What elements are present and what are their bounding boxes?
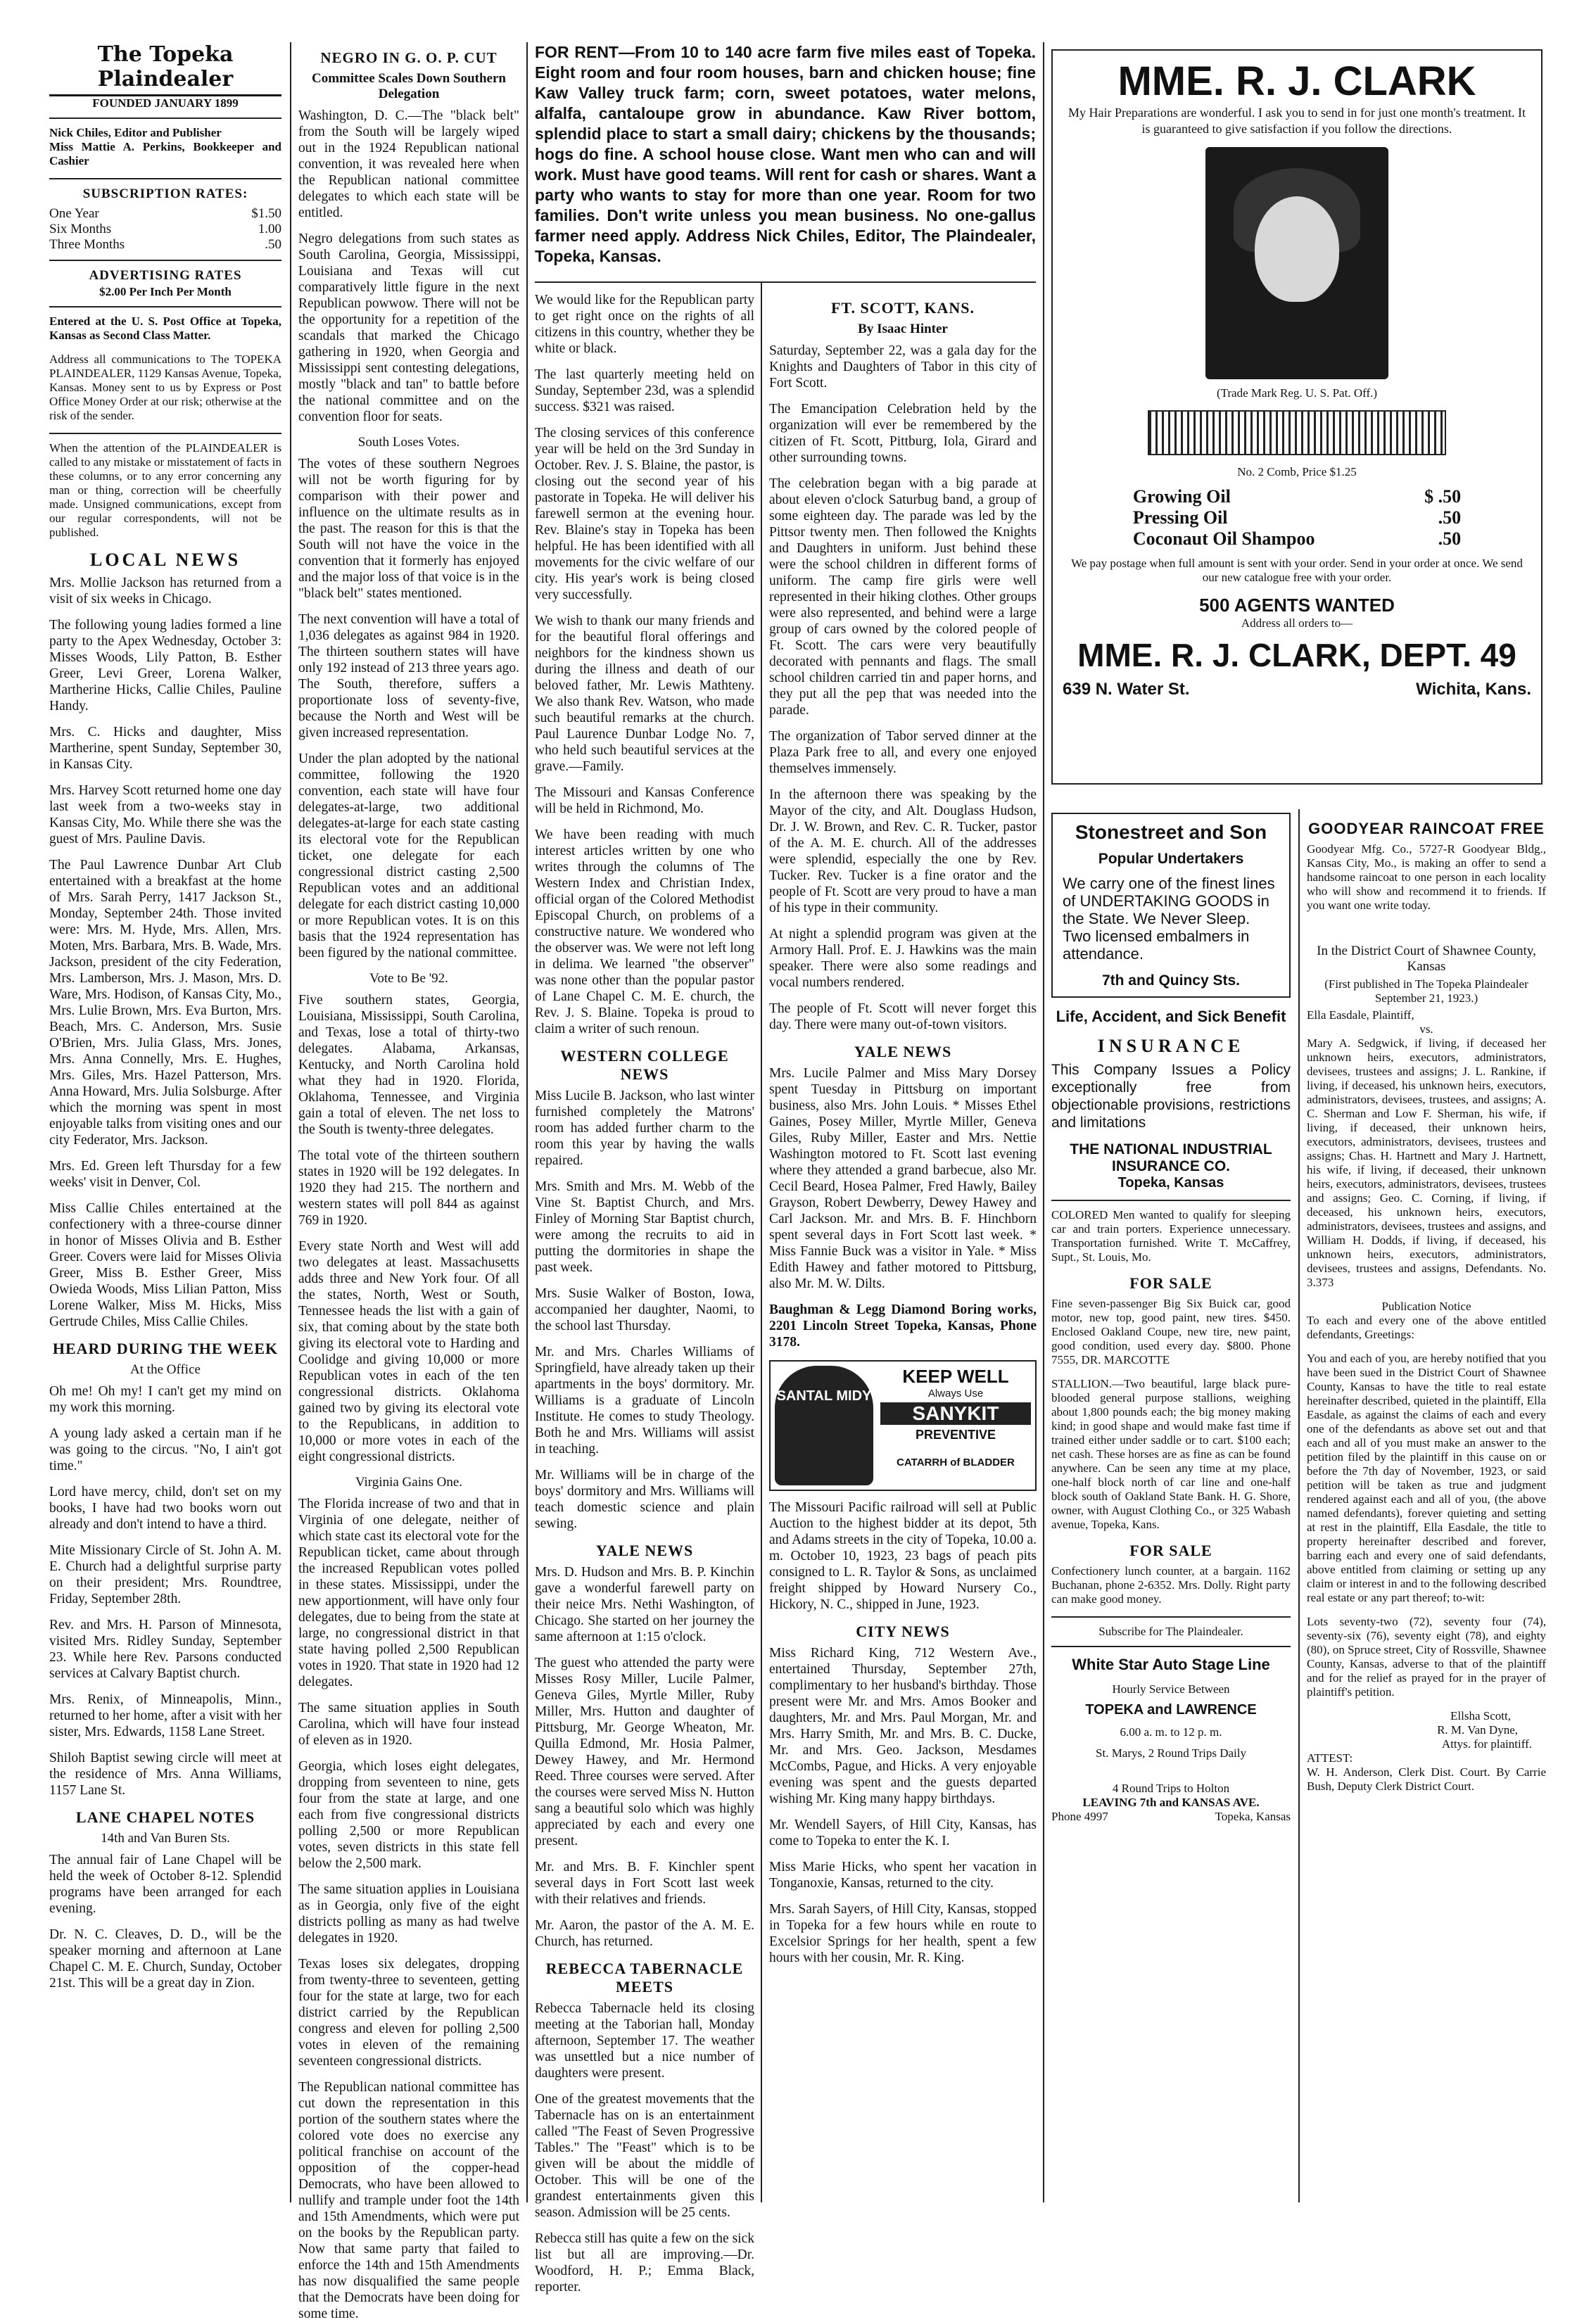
article-paragraph: Georgia, which loses eight delegates, dropping from seventeen to nine, gets four from the state at large, and one each from five congressional districts polling 2,500 or more Republican votes, seven districts in this state fell below the 2,500 mark.: [298, 1759, 519, 1871]
article-paragraph: Every state North and West will add two delegates at least. Massachusetts adds three and New York four. Of all the states, North, West or South, Tennessee heads the list with a gain of six, that coming about by the state both giving its electoral vote to Harding and Coolidge and giving 10,000 or more Republican votes in each of the ten congressional districts. Oklahoma gained two by giving its electoral vote to the Republicans, in addition to 10,000 or more votes in each of the eight congressional districts.: [298, 1239, 519, 1464]
santal-bottle: SANTAL MIDY: [775, 1366, 873, 1485]
news-item: The guest who attended the party were Misses Rosy Miller, Lucile Palmer, Geneva Giles, Myrtle Miller, Ruby Miller, Mrs. Hutton and daughter of Pittsburg, Mr. George Wheaton, Mr. Quilla Edmond, Mr. Hosia Palmer, Dewey Hawey, and Mr. Hermond Reed. Three courses were served. After the courses were served Miss N. Hutton sang a beautiful solo which was highly appreciated by each and every one present.: [535, 1656, 754, 1848]
article-paragraph: Five southern states, Georgia, Louisiana, Mississippi, South Carolina, and Texas, lose a total of thirty-two delegates. Alabama, Arkansas, Kentucky, and North Carolina hold what they had in 1920. Florida, Oklahoma, Tennessee, and Virginia gain a total of eleven. The net loss to the South is twenty-three delegates.: [298, 993, 519, 1137]
news-item: The people of Ft. Scott will never forget this day. There were many out-of-town visitors.: [769, 1001, 1037, 1032]
news-item: The celebration began with a big parade at about eleven o'clock Saturbug band, a group of some eighteen day. The parade was led by the Pittsor twenty men. Then followed the Knights and Daughters in uniform. Just behind these were the school children in different forms of uniform. The camp fire girls were well represented in their hiking clothes. Other groups were also represented, and behind were a large group of cars owned by the colored people of Ft. Scott. The cars were very beautifully decorated with pennants and flags. The small school children carried tin and paper horns, and they put all the pep that was needed into the parade.: [769, 476, 1037, 718]
stage-line-title: White Star Auto Stage Line: [1072, 1656, 1270, 1673]
for-sale-heading: FOR SALE: [1129, 1542, 1212, 1559]
news-item: In the afternoon there was speaking by the Mayor of the city, and Alt. Douglass Hudson, Dr. J. W. Brown, and Rev. C. R. Tucker, pastor of the A. M. E. church. All of the addresses were splendid, especially the one by Rev. Tucker. Rev. Tucker is a fine orator and the people of Ft. Scott are very proud to have a man of his type in their community.: [769, 787, 1037, 915]
column-5: Stonestreet and Son Popular Undertakers We carry one of the finest lines of UNDERTAKING GOODS in the State. We Never Sleep. Two licensed embalmers in attendance. 7th and Quincy Sts. Life, Accident, and Sick Benefit INSURANCE This Company Issues a Policy exceptionally free from objectionable provisions, restrictions and limitations THE NATIONAL INDUSTRIAL INSURANCE CO. Topeka, Kansas COLORED Men wanted to qualify for sleeping car and train porters. Experience unnecessary. Transportation furnished. Write T. McCaffrey, Supt., St. Louis, Mo. FOR SALE Fine seven-passenger Big Six Buick car, good motor, new top, good paint, new tires. $450. Enclosed Oakland Coupe, new tire, new paint, good condition, used every day. $800. Phone 7555, DR. MARCOTTE STALLION.—Two beautiful, large black pure-blooded general purpose stallions, weighing about 1,800 pounds each; the big money making kind; in good shape and would make fast time if trained either under saddle or to cart. $100 each; net cash. These horses are as fine as can be found anywhere. Can be seen any time at my place, one-half block north of car line and one-half block south of Oakland State Bank. H. G. Shore, owner, with August Clothing Co., or 325 Wabash avenue, Topeka, Kans. FOR SALE Confectionery lunch counter, at a bargain. 1162 Buchanan, phone 2-6352. Mrs. Dolly. Right party can make good money. Subscribe for The Plaindealer. White Star Auto Stage Line Hourly Service Between TOPEKA and LAWRENCE 6.00 a. m. to 12 p. m. St. Marys, 2 Round Trips Daily 4 Round Trips to Holton LEAVING 7th and KANSAS AVE. Phone 4997 Topeka, Kansas: [1051, 813, 1291, 2202]
column-rule: [1043, 42, 1044, 2202]
court-heading: In the District Court of Shawnee County, Kansas: [1317, 944, 1536, 974]
news-item: Mrs. C. Hicks and daughter, Miss Martherine, spent Sunday, September 30, in Kansas City.: [49, 725, 281, 772]
news-item: Lord have mercy, child, don't set on my books, I have had two books worn out already and don't intend to have a third.: [49, 1485, 281, 1532]
local-news-heading: LOCAL NEWS: [89, 550, 241, 570]
article-headline: NEGRO IN G. O. P. CUT: [320, 49, 498, 66]
advertising-rate: $2.00 Per Inch Per Month: [99, 285, 232, 298]
news-item: Miss Richard King, 712 Western Ave., entertained Thursday, September 27th, complimentary to her husband's birthday. Those present were Mr. and Mrs. Amos Booker and daughters, Mr. and Mrs. Paul Morgan, Mr. and Mrs. Harry Smith, Mr. and Mrs. B. C. Ducke, Mr. and Mrs. Geo. Jackson, Mesdames McCombs, Pague, and Hicks. A very enjoyable evening was spent and the guests departed wishing Mr. King many happy birthdays.: [769, 1646, 1037, 1806]
news-item: Mr. and Mrs. B. F. Kinchler spent several days in Fort Scott last week with their relatives and friends.: [535, 1860, 754, 1907]
news-item: A young lady asked a certain man if he was going to the circus. "No, I ain't got time.": [49, 1426, 281, 1473]
sanykit-logo: SANYKIT: [880, 1402, 1031, 1425]
news-item: Rebecca Tabernacle held its closing meeting at the Taborian hall, Monday afternoon, September 17. The weather was unsettled but a nice number of daughters were present.: [535, 2001, 754, 2081]
correction-notice: When the attention of the PLAINDEALER is called to any mistake or misstatement of facts in these columns, or to any error concerning any man or thing, correction will be cheerfully made. Unsigned communications, except from our regular correspondents, will not be published.: [49, 441, 281, 539]
news-item: One of the greatest movements that the Tabernacle has on is an entertainment called "The Feast of Seven Progressive Tables." The "Feast" which is to be given will be about the middle of October. This will be one of the grandest entertainments given this season. Admission will be 25 cents.: [535, 2092, 754, 2220]
news-item: The Missouri and Kansas Conference will be held in Richmond, Mo.: [535, 785, 754, 816]
column-4: [769, 292, 1037, 2202]
lane-chapel-heading: LANE CHAPEL NOTES: [75, 1808, 255, 1826]
article-subhead: Vote to Be '92.: [369, 971, 448, 986]
founded-line: FOUNDED JANUARY 1899: [92, 96, 239, 110]
news-item: Shiloh Baptist sewing circle will meet at the residence of Mrs. Anna Williams, 1157 Lane St.: [49, 1751, 281, 1798]
address-notice: Address all communications to The TOPEKA PLAINDEALER, 1129 Kansas Avenue, Topeka, Kansas. Money sent to us by Express or Post Office Money Order at our risk; otherwise at the risk of the sender.: [49, 353, 281, 422]
rebecca-heading: REBECCA TABERNACLE MEETS: [545, 1960, 744, 1996]
article-paragraph: The same situation applies in Louisiana as in Georgia, only five of the eight districts polling as many as had twelve delegates in 1920.: [298, 1882, 519, 1946]
staff-line: Miss Mattie A. Perkins, Bookkeeper and Cashier: [49, 140, 281, 167]
for-rent-text: FOR RENT—From 10 to 140 acre farm five miles east of Topeka. Eight room and four room houses, barn and chicken house; fine Kaw Valley truck farm; corn, sweet potatoes, water melons, alfalfa, cantaloupe grow in abundance. Kaw River bottom, splendid place to start a small dairy; chickens by the thousands; hogs do fine. A school house close. Want men who can and will work. Must have good teams. Will rent for cash or shares. Want a party who wants to stay for more than one year. Room for two families. Don't write unless you mean business. No one-gallus farmer need apply. Address Nick Chiles, Editor, The Plaindealer, Topeka, Kansas.: [535, 43, 1036, 265]
article-paragraph: Texas loses six delegates, dropping from twenty-three to seventeen, getting four for the state at large, two for each district carried by the Republican congress and eleven for polling 2,500 votes in eleven of the remaining seventeen congressional districts.: [298, 1957, 519, 2069]
news-item: Mrs. Lucile Palmer and Miss Mary Dorsey spent Tuesday in Pittsburg on important business, also Mrs. John Louis. * Misses Ethel Gaines, Posey Miller, Myrtle Miller, Geneva Giles, Ruby Miller, Easter and Mrs. Nettie Washington motored to Ft. Scott last evening where they attended a grand barbecue, also Mr. Cecil Beard, Hosea Palmer, Fred Hawly, Bailey Grayson, Robert Dewberry, Dewey Hawey and Carl Jackson. Mr. and Mrs. B. F. Hinchborn spent several days in Fort Scott last week. * Miss Fannie Buck was a visitor in Yale. * Miss Edith Hawey and father motored to Pittsburg, also Mr. M. W. Dilts.: [769, 1066, 1037, 1291]
news-item: The organization of Tabor served dinner at the Plaza Park free to all, and every one enjoyed themselves immensely.: [769, 729, 1037, 776]
column-rule: [1298, 809, 1300, 2202]
news-item: Mrs. Susie Walker of Boston, Iowa, accompanied her daughter, Naomi, to the school last Thursday.: [535, 1286, 754, 1333]
defendants-list: Mary A. Sedgwick, if living, if deceased her unknown heirs, executors, administrators, devisees, trustees and assigns; J. L. Rankine, if living, if deceased, his unknown heirs, executors, administrators, devisees, trustees, and assigns; A. C. Sherman and Low F. Sherman, his wife, if living, if deceased, their unknown heirs, executors, administrators, devisees, trustees and assigns; Chas. H. Hartnett and Mary J. Hartnett, his wife, if living, if deceased, their unknown heirs, executors, administrators, devisees, trustees and assigns; Geo. C. Corning, if living, if deceased, his unknown heirs, executors, administrators, devisees, trustees and assigns, and William H. Dodds, if living, if deceased, his unknown heirs, executors, administrators, devisees, trustees and assigns, Defendants. No. 3.373: [1307, 1036, 1546, 1289]
clark-ad: MME. R. J. CLARK My Hair Preparations are wonderful. I ask you to send in for just one month's treatment. It is guaranteed to give satisfaction if you follow the directions. (Trade Mark Reg. U. S. Pat. Off.) No. 2 Comb, Price $1.25 Growing Oil $ .50 Pressing Oil .50 Coconaut Oil Shampoo .50 We pay postage when full amount is sent with your order. Send in your order at once. We send our new catalogue free with your order. 500 AGENTS WANTED Address all orders to— MME. R. J. CLARK, DEPT. 49 639 N. Water St. Wichita, Kans.: [1051, 49, 1543, 785]
western-college-heading: WESTERN COLLEGE NEWS: [560, 1047, 729, 1083]
goodyear-heading: GOODYEAR RAINCOAT FREE: [1308, 820, 1545, 837]
clark-title: MME. R. J. CLARK: [1117, 58, 1476, 104]
column-2: [298, 42, 519, 2321]
yale-news-heading: YALE NEWS: [854, 1043, 952, 1060]
subscription-heading: SUBSCRIPTION RATES:: [82, 186, 248, 201]
news-item: We have been reading with much interest articles written by one who writes through the columns of The Western Index and Christian Index, official organ of the Colored Methodist Episcopal Church, on problems of a constructive nature. We wondered who the observer was. We were not left long in delima. We learned "the observer" was none other than the popular pastor of Lane Chapel C. M. E. church, the Rev. J. S. Blaine. Topeka is proud to claim a writer of such renoun.: [535, 827, 754, 1036]
article-paragraph: The next convention will have a total of 1,036 delegates as against 984 in 1920. The thirteen southern states will have only 192 instead of 213 three years ago. The South, therefore, suffers a proportionate loss of seventy-five, because the North and West will be given increased representation.: [298, 612, 519, 740]
news-item: We wish to thank our many friends and for the beautiful floral offerings and neighbors for the kindness shown us during the illness and death of our beloved father, Mr. Lewis Mathteny. We also thank Rev. Watson, who made such beautiful remarks at the church. Paul Laurence Dunbar Lodge No. 7, who held such beautiful services at the grave.—Family.: [535, 614, 754, 774]
news-item: Mrs. D. Hudson and Mrs. B. P. Kinchin gave a wonderful farewell party on their neice Mrs. Nethi Washington, of Chicago. She started on her journey the same afternoon at 1:15 o'clock.: [535, 1565, 754, 1644]
news-item: Miss Marie Hicks, who spent her vacation in Tonganoxie, Kansas, returned to the city.: [769, 1860, 1037, 1891]
article-paragraph: Under the plan adopted by the national committee, following the 1920 convention, each state will have four delegates-at-large, two additional delegates-at-large for each state casting its electoral vote for the Republican ticket, one delegate for each congressional district casting 2,500 Republican votes and an additional delegate for each district casting 10,000 or more Republican votes. It is on this basis that the 1924 representation has been figured by the national committee.: [298, 751, 519, 960]
article-paragraph: The votes of these southern Negroes will not be worth figuring for by comparison with their power and influence on the ultimate results as in the past. The reason for this is that the South will not have the voice in the convention that it formerly has enjoyed and the major loss of that voice is in the "black belt" states mentioned.: [298, 457, 519, 601]
news-item: At night a splendid program was given at the Armory Hall. Prof. E. J. Hawkins was the main speaker. There were also some readings and vocal numbers rendered.: [769, 927, 1037, 990]
baughman-ad: Baughman & Legg Diamond Boring works, 2201 Lincoln Street Topeka, Kansas, Phone 3178.: [769, 1302, 1037, 1350]
heard-subheading: At the Office: [130, 1362, 201, 1377]
news-item: Mrs. Smith and Mrs. M. Webb of the Vine St. Baptist Church, and Mrs. Finley of Morning Star Baptist church, were among the recruits to aid in putting the dormitories in shape the past week.: [535, 1179, 754, 1275]
portrait-image: [1205, 147, 1388, 379]
news-item: The annual fair of Lane Chapel will be held the week of October 8-12. Splendid programs have been arranged for each evening.: [49, 1853, 281, 1916]
news-item: Mr. Aaron, the pastor of the A. M. E. Church, has returned.: [535, 1918, 754, 1949]
byline: By Isaac Hinter: [858, 322, 948, 336]
subscription-rates: One Year $1.50 Six Months 1.00 Three Months .50: [49, 206, 281, 252]
column-3: [535, 292, 754, 2295]
clark-department: MME. R. J. CLARK, DEPT. 49: [1077, 637, 1516, 673]
column-rule: [290, 42, 291, 2202]
news-item: Saturday, September 22, was a gala day for the Knights and Daughters of Tabor in this city of Fort Scott.: [769, 343, 1037, 391]
porter-ad: COLORED Men wanted to qualify for sleeping car and train porters. Experience unnecessary. Transportation furnished. Write T. McCaffrey, Supt., St. Louis, Mo.: [1051, 1208, 1291, 1264]
for-sale-heading: FOR SALE: [1129, 1274, 1212, 1292]
article-paragraph: The Republican national committee has cut down the representation in this portion of the southern states where the colored vote does no exercise any political franchise on account of the opposition of the copper-head Democrats, who have been allowed to nullify and trample under foot the 14th and 15th Amendments, which were put on the books by the Republican party. Now that same party that failed to enforce the 14th and 15th Amendments has now disqualified the same people that the Democrats have been doing for some time.: [298, 2080, 519, 2321]
stonestreet-ad: Stonestreet and Son Popular Undertakers We carry one of the finest lines of UNDERTAKING GOODS in the State. We Never Sleep. Two licensed embalmers in attendance. 7th and Quincy Sts.: [1051, 813, 1291, 998]
article-subhead: South Loses Votes.: [357, 435, 460, 450]
news-item: Mrs. Renix, of Minneapolis, Minn., returned to her home, after a visit with her sister, Mrs. Edwards, 1158 Lane Street.: [49, 1692, 281, 1739]
news-item: Mrs. Ed. Green left Thursday for a few weeks' visit in Denver, Col.: [49, 1159, 281, 1190]
city-news-heading: CITY NEWS: [856, 1623, 950, 1640]
clark-price-list: Growing Oil $ .50 Pressing Oil .50 Coconaut Oil Shampoo .50: [1132, 486, 1462, 549]
insurance-line: Life, Accident, and Sick Benefit: [1056, 1008, 1286, 1025]
news-item: The last quarterly meeting held on Sunday, September 23d, was a splendid success. $321 was raised.: [535, 367, 754, 414]
column-rule: [526, 42, 528, 2202]
news-item: Miss Callie Chiles entertained at the confectionery with a three-course dinner in honor of Misses Olivia and B. Esther Greer. Covers were laid for Misses Olivia Greer, Miss B. Esther Greer, Miss Owieda Woods, Miss Lilian Patton, Miss Lorene Walker, Miss M. Hicks, Miss Gertrude Chiles, Miss Callie Chiles.: [49, 1201, 281, 1329]
article-subhead: Virginia Gains One.: [355, 1475, 463, 1490]
stallion-ad: STALLION.—Two beautiful, large black pure-blooded general purpose stallions, weighing about 1,800 pounds each; the big money making kind; in good shape and would make fast time if trained either under saddle or to cart. $100 each; net cash. These horses are as fine as can be found anywhere. Can be seen any time at my place, one-half block north of car line and one-half block south of Oakland State Bank. H. G. Shore, owner, with August Clothing Co., or 325 Wabash avenue, Topeka, Kans.: [1051, 1377, 1291, 1531]
news-item: Mr. Wendell Sayers, of Hill City, Kansas, has come to Topeka to enter the K. I.: [769, 1817, 1037, 1848]
keep-well: KEEP WELL: [902, 1366, 1009, 1387]
news-item: Rebecca still has quite a few on the sick list but all are improving.—Dr. Woodford, H. P.; Emma Black, reporter.: [535, 2231, 754, 2295]
article-subheadline: Committee Scales Down Southern Delegation: [311, 71, 506, 101]
column-rule: [761, 281, 762, 2202]
railroad-notice: The Missouri Pacific railroad will sell at Public Auction to the highest bidder at its depot, 5th and Adams streets in the city of Topeka, 10.00 a. m. October 10, 1923, 23 bags of peach pits consigned to L. R. Taylor & Sons, as unclaimed freight shipped by Howard Nursery Co., Hickory, N. C., shipped in June, 1923.: [769, 1500, 1037, 1612]
news-item: Mr. Williams will be in charge of the boys' dormitory and Mrs. Williams will teach domestic science and plain sewing.: [535, 1468, 754, 1531]
news-item: Mite Missionary Circle of St. John A. M. E. Church had a delightful surprise party on their president; Mrs. Roundtree, Friday, September 28th.: [49, 1543, 281, 1606]
news-item: Mrs. Sarah Sayers, of Hill City, Kansas, stopped in Topeka for a few hours while en route to Excelsior Springs for her health, spent a few hours with her cousin, Mr. R. King.: [769, 1902, 1037, 1965]
ft-scott-heading: FT. SCOTT, KANS.: [830, 299, 975, 317]
advertising-heading: ADVERTISING RATES: [89, 268, 242, 283]
news-item: Mrs. Mollie Jackson has returned from a visit of six weeks in Chicago.: [49, 576, 281, 607]
article-paragraph: The total vote of the thirteen southern states in 1920 will be 192 delegates. In 1920 they had 215. The northern and western states will poll 844 as against 769 in 1920.: [298, 1148, 519, 1228]
news-item: Dr. N. C. Cleaves, D. D., will be the speaker morning and afternoon at Lane Chapel C. M. E. Church, Sunday, October 21st. This will be a great day in Zion.: [49, 1927, 281, 1991]
yale-news-heading: YALE NEWS: [595, 1542, 694, 1559]
news-item: Miss Lucile B. Jackson, who last winter furnished completely the Matrons' room has added further charm to the room this year by having the walls repaired.: [535, 1089, 754, 1168]
masthead-title: The Topeka Plaindealer: [49, 42, 281, 96]
news-item: The Paul Lawrence Dunbar Art Club entertained with a breakfast at the home of Mrs. Sarah Perry, 1417 Jackson St., Monday, September 24th. Those invited were: Mrs. M. Hyde, Mrs. Allen, Mrs. Moten, Mrs. Barbara, Mrs. B. Wade, Mrs. Jackson, president of the city Federation, Mrs. Lamberson, Mrs. J. Mason, Mrs. D. Ware, Mrs. Hodison, of Kansas City, Mo., Mrs. Lulie Brown, Mrs. Eva Burton, Mrs. Beach, Mrs. C. Anderson, Mrs. Susie O'Brien, Mrs. Julia Glass, Mrs. Jones, Mrs. Anna Connelly, Mrs. E. Hughes, Mrs. Giles, Mrs. Hazel Patterson, Mrs. Anna Howard, Mrs. Julia Solsburge. After which the morning was spent in most enjoyable talks from visiting ones and our city Federator, Mrs. Jackson.: [49, 858, 282, 1148]
news-item: Mrs. Harvey Scott returned home one day last week from a two-weeks stay in Kansas City, Mo. While there she was the guest of Mrs. Pauline Davis.: [49, 783, 281, 846]
for-rent-ad: [535, 42, 1036, 274]
article-paragraph: The Florida increase of two and that in Virginia of one delegate, neither of which state cast its electoral vote for the Republican ticket, came about through the increased Republican votes polled in these states. Mississippi, under the new apportionment, will have only four delegates, due to being from the state at large, no congressional district in that state having polled 2,500 Republican votes in 1920. That state in 1920 had 12 delegates.: [298, 1497, 519, 1689]
news-item: The Emancipation Celebration held by the organization will ever be remembered by the citizen of Ft. Scott, Pittburg, Iola, Girard and other surrounding towns.: [769, 402, 1037, 465]
newspaper-page: [49, 42, 1562, 2321]
news-item: Rev. and Mrs. H. Parson of Minnesota, visited Mrs. Ridley Sunday, September 23. While here Rev. Parsons conducted services at Calvary Baptist church.: [49, 1618, 281, 1681]
article-paragraph: Negro delegations from such states as South Carolina, Georgia, Mississippi, Louisiana and Texas will cut comparatively little figure in the next Republican powwow. There will not be the opportunity for a repetition of the scandals that marked the Chicago gathering in 1920, when Georgia and Mississippi sent contesting delegations, mostly "black and tan" to battle before the national committee and on the convention floor for seats.: [298, 231, 519, 424]
santal-ad: SANTAL MIDY KEEP WELL Always Use SANYKIT PREVENTIVE CATARRH of BLADDER: [769, 1360, 1037, 1491]
news-item: The following young ladies formed a line party to the Apex Wednesday, October 3: Misses Woods, Lily Patton, B. Esther Greer, Levi Greer, Lorena Walker, Martherine Hicks, Callie Chiles, Pauline Handy.: [49, 618, 281, 713]
comb-icon: [1148, 410, 1446, 455]
entered-notice: Entered at the U. S. Post Office at Topeka, Kansas as Second Class Matter.: [49, 315, 281, 342]
article-paragraph: Washington, D. C.—The "black belt" from the South will be largely wiped out in the 1924 Republican national convention, it was revealed here when the Republican national committee delegates to which each state will be entitled.: [298, 108, 519, 220]
news-item: We would like for the Republican party to get right once on the rights of all citizens in this country, whether they be white or black.: [535, 293, 754, 356]
column-1: [49, 42, 281, 2202]
news-item: The closing services of this conference year will be held on the 3rd Sunday in October. Rev. J. S. Blaine, the pastor, is closing out the second year of his pastorate in Topeka. He will deliver his farewell sermon at the evening hour. Rev. Blaine's stay in Topeka has been helpful. He has been identified with all movements for the civic welfare of our city. His year's work is being closed very successfully.: [535, 426, 754, 602]
insurance-heading: INSURANCE: [1097, 1036, 1245, 1056]
article-paragraph: The same situation applies in South Carolina, which will have four instead of eleven as in 1920.: [298, 1701, 519, 1748]
news-item: Oh me! Oh my! I can't get my mind on my work this morning.: [49, 1384, 281, 1415]
column-6: GOODYEAR RAINCOAT FREE Goodyear Mfg. Co., 5727-R Goodyear Bldg., Kansas City, Mo., is making an offer to send a handsome raincoat to one person in each locality who will show and recommend it to friends. If you want one write today. In the District Court of Shawnee County, Kansas (First published in The Topeka Plaindealer September 21, 1923.) Ella Easdale, Plaintiff, vs. Mary A. Sedgwick, if living, if deceased her unknown heirs, executors, administrators, devisees, trustees and assigns; J. L. Rankine, if living, if deceased, his unknown heirs, executors, administrators, devisees, trustees, and assigns; A. C. Sherman and Low F. Sherman, his wife, if living, if deceased, their unknown heirs, executors, administrators, devisees, trustees and assigns; Chas. H. Hartnett and Mary J. Hartnett, his wife, if living, if deceased, their unknown heirs, executors, administrators, devisees, trustees and assigns; Geo. C. Corning, if living, if deceased, his unknown heirs, executors, administrators, devisees, trustees and assigns, and William H. Dodds, if living, if deceased, his unknown heirs, executors, administrators, devisees, trustees and assigns, Defendants. No. 3.373 Publication Notice To each and every one of the above entitled defendants, Greetings: You and each of you, are hereby notified that you have been sued in the District Court of Shawnee County, Kansas to have the title to real estate hereinafter described, quieted in the plaintiff, Ella Easdale, as against the claims of each and every one of the defendants as above set out and that each and all of you must make an answer to the petition filed by the plaintiff in this cause on or before the 7th day of November, 1923, or said petition will be taken as true and judgment rendered against each and all of you, (the above named defendants), forever quieting and setting at rest in the plaintiff, Ella Easdale, the title to property hereinafter described and forever, barring each and every one of said defendants, above entitled from claiming or setting up any claim or interest in and to the following described real estate or any part thereof; to-wit: Lots seventy-two (72), seventy four (74), seventy-six (76), seventy eight (78), and eighty (80), on Spruce street, City of Rossville, Shawnee County, Kansas, adverse to that of the plaintiff and for the relief as prayed for in the prayer of plaintiff's petition. Ellsha Scott, R. M. Van Dyne, Attys. for plaintiff. ATTEST: W. H. Anderson, Clerk Dist. Court. By Carrie Bush, Deputy Clerk District Court.: [1307, 820, 1546, 1793]
staff-line: Nick Chiles, Editor and Publisher: [49, 126, 222, 139]
heard-heading: HEARD DURING THE WEEK: [52, 1340, 279, 1357]
news-item: Mr. and Mrs. Charles Williams of Springfield, have already taken up their apartments in the boys' dormitory. Mr. Williams is a graduate of Lincoln Institute. He comes to study Theology. Both he and Mrs. Williams will assist in teaching.: [535, 1345, 754, 1457]
lane-chapel-subheading: 14th and Van Buren Sts.: [101, 1831, 230, 1846]
